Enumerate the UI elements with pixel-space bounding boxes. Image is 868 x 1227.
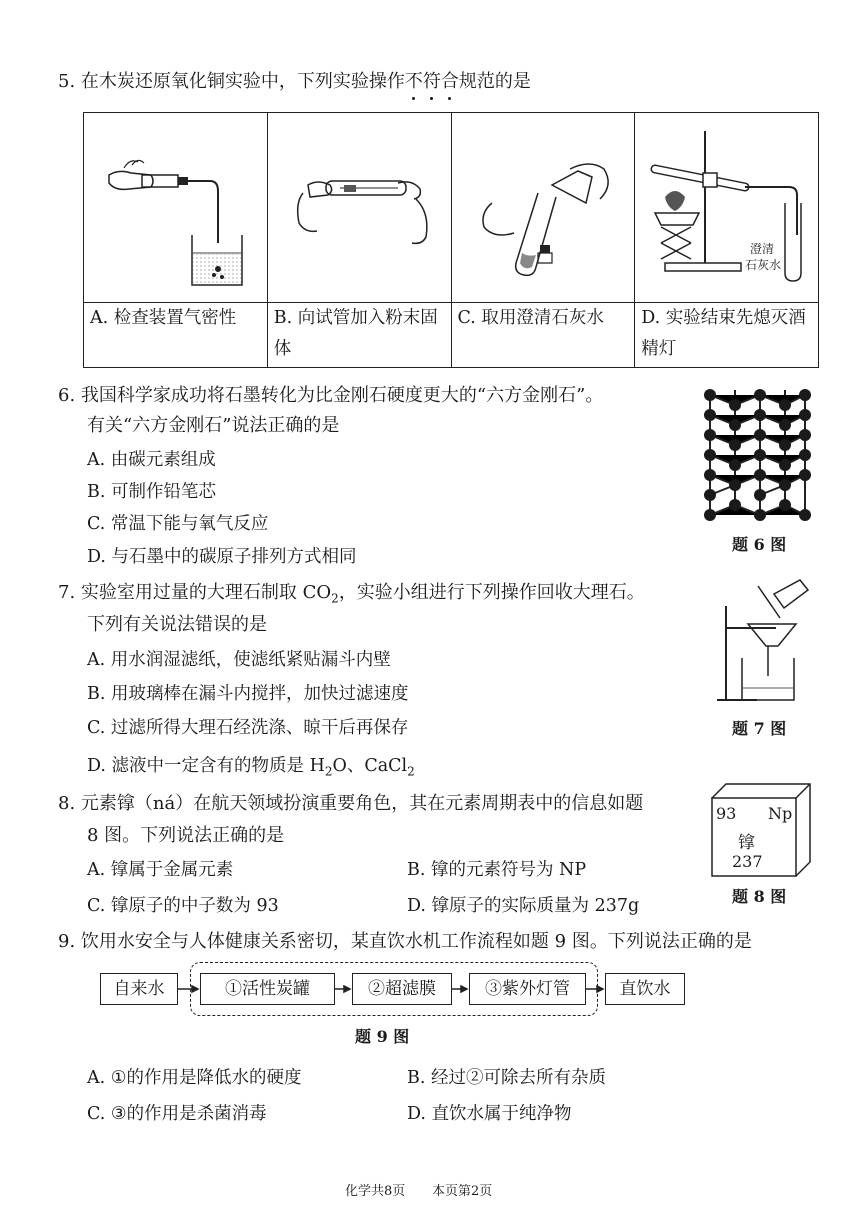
q5-stem: 5. 在木炭还原氧化铜实验中，下列实验操作不符合规范的是 [58,71,531,92]
q6-option-c: C. 常温下能与氧气反应 [87,514,269,534]
q9-option-c: C. ③的作用是杀菌消毒 [87,1104,267,1124]
q9-option-d: D. 直饮水属于纯净物 [407,1104,572,1124]
q7-option-d: D. 滤液中一定含有的物质是 $H_2O$、CaCl$_2$ [87,756,415,779]
q5-option-b: B. 向试管加入粉末固体 [267,303,451,368]
q9-figure-caption: 题 9 图 [355,1027,410,1046]
q5-option-c: C. 取用澄清石灰水 [451,303,635,368]
q8-stem-line1: 8. 元素镎（ná）在航天领域扮演重要角色，其在元素周期表中的信息如题 [58,793,644,814]
element-atomic-number: 93 [716,804,737,823]
element-name: 镎 [738,833,755,853]
q6-stem-line2: 有关“六方金刚石”说法正确的是 [87,415,340,436]
q7-option-a: A. 用水润湿滤纸，使滤纸紧贴漏斗内壁 [87,650,391,670]
q8-stem-line2: 8 图。下列说法正确的是 [87,825,285,846]
q8-option-b: B. 镎的元素符号为 NP [407,860,587,880]
q6-stem-line1: 6. 我国科学家成功将石墨转化为比金刚石硬度更大的“六方金刚石”。 [58,385,604,406]
flow-step-tap-water: 自来水 [100,973,178,1005]
flow-step-direct-drinking-water: 直饮水 [605,973,685,1005]
q7-figure-caption: 题 7 图 [732,719,787,738]
q9-option-b: B. 经过②可除去所有杂质 [407,1068,606,1088]
flow-step-carbon-tank: ①活性炭罐 [200,973,335,1005]
q8-option-a: A. 镎属于金属元素 [87,860,234,880]
footer-page-number: 本页第2页 [432,1184,493,1199]
flow-step-uv-lamp: ③紫外灯管 [469,973,586,1005]
limewater-label-2: 石灰水 [745,258,782,272]
q8-figure-caption: 题 8 图 [732,887,787,906]
q7-stem-line1: 7. 实验室用过量的大理石制取 $CO_2$，实验小组进行下列操作回收大理石。 [58,582,645,606]
limewater-label-1: 澄清 [750,242,775,256]
q6-figure-caption: 题 6 图 [732,535,787,554]
footer-total-pages: 化学共8页 [345,1184,406,1199]
q9-stem: 9. 饮用水安全与人体健康关系密切，某直饮水机工作流程如题 9 图。下列说法正确的是 [58,931,752,952]
element-mass: 237 [732,852,763,871]
q9-option-a: A. ①的作用是降低水的硬度 [87,1068,302,1088]
q6-option-d: D. 与石墨中的碳原子排列方式相同 [87,547,357,567]
q7-option-c: C. 过滤所得大理石经洗涤、晾干后再保存 [87,718,409,738]
q8-option-c: C. 镎原子的中子数为 93 [87,896,279,916]
flow-step-ultrafiltration: ②超滤膜 [352,973,452,1005]
q8-option-d: D. 镎原子的实际质量为 237g [407,896,640,916]
q5-option-d: D. 实验结束先熄灭酒精灯 [635,303,819,368]
q6-option-a: A. 由碳元素组成 [87,450,216,470]
q7-stem-line2: 下列有关说法错误的是 [87,614,267,635]
q6-option-b: B. 可制作铅笔芯 [87,482,216,502]
q5-option-a: A. 检查装置气密性 [84,303,268,368]
element-symbol: Np [768,804,793,823]
q7-option-b: B. 用玻璃棒在漏斗内搅拌，加快过滤速度 [87,684,409,704]
